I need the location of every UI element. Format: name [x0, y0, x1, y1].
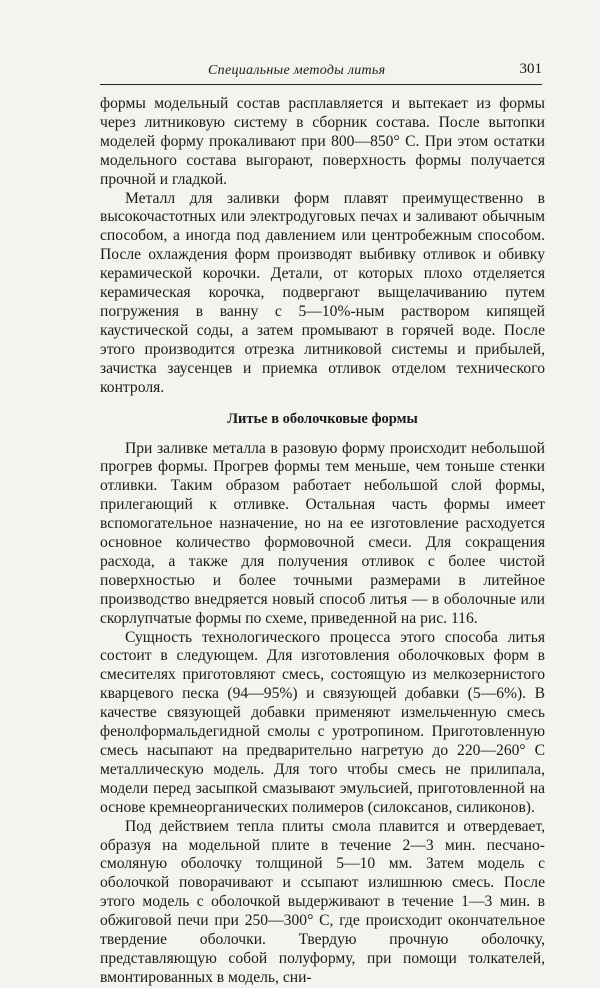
- page-body: [100, 95, 545, 988]
- paragraph-continued: формы модельный состав расплавляется и вытекает из формы через литниковую систему в сборник состава. После вытопки моделей форму прокаливают при 800—850° С. При этом остатки модельного состава выгорают, поверхность формы получается прочной и гладкой.: [100, 95, 545, 188]
- paragraph-curing: Под действием тепла плиты смола плавится и отвердевает, образуя на модельной плите в течение 2—3 мин. песчано-смоляную оболочку толщиной 5—10 мм. Затем модель с оболочкой поворачивают и ссыпают излишнюю смесь. После этого модель с оболочкой выдерживают в течение 1—3 мин. в обжиговой печи при 250—300° С, где происходит окончательное твердение оболочки. Твердую прочную оболочку, представляющую собой полуформу, при помощи толкателей, вмонтированных в модель, сни-: [100, 817, 545, 986]
- paragraph-shell-intro: При заливке металла в разовую форму происходит небольшой прогрев формы. Прогрев формы тем меньше, чем тоньше стенки отливки. Таким образом работает небольшой слой формы, прилегающий к отливке. Остальная часть формы имеет вспомогательное назначение, но на ее изготовление расходуется основное количество формовочной смеси. Для сокращения расхода, а также для получения отливок с более чистой поверхностью и более точными размерами в литейное производство внедряется новый способ литья — в оболочные или скорлупчатые формы по схеме, приведенной на рис. 116.: [100, 439, 545, 627]
- page-header: [100, 60, 542, 85]
- section-title: Литье в оболочковые формы: [227, 410, 418, 427]
- paragraph-process-essence: Сущность технологического процесса этого способа литья состоит в следующем. Для изготовления оболочковых форм в смесителях приготовляют смесь, состоящую из мелкозернистого кварцевого песка (94—95%) и связующей добавки (5—6%). В качестве связующей добавки применяют измельченную смесь фенолформальдегидной смолы с уротропином. Приготовленную смесь насыпают на предварительно нагретую до 220—260° С металлическую модель. Для того чтобы смесь не прилипала, модели перед засыпкой смазывают эмульсией, приготовленной на основе кремнеорганических полимеров (силоксанов, силиконов).: [100, 628, 545, 816]
- paragraph-metal-pouring: Металл для заливки форм плавят преимущественно в высокочастотных или электродуговых печах и заливают обычным способом, а иногда под давлением или центробежным способом. После охлаждения форм производят выбивку отливок и обивку керамической корочки. Детали, от которых плохо отделяется керамическая корочка, подвергают выщелачиванию путем погружения в ванну с 5—10%-ным раствором кипящей каустической соды, а затем промывают в горячей воде. После этого производится отрезка литниковой системы и прибылей, зачистка заусенцев и приемка отливок отделом технического контроля.: [100, 189, 545, 396]
- page-number: 301: [519, 61, 542, 77]
- running-title: Специальные методы литья: [208, 63, 386, 78]
